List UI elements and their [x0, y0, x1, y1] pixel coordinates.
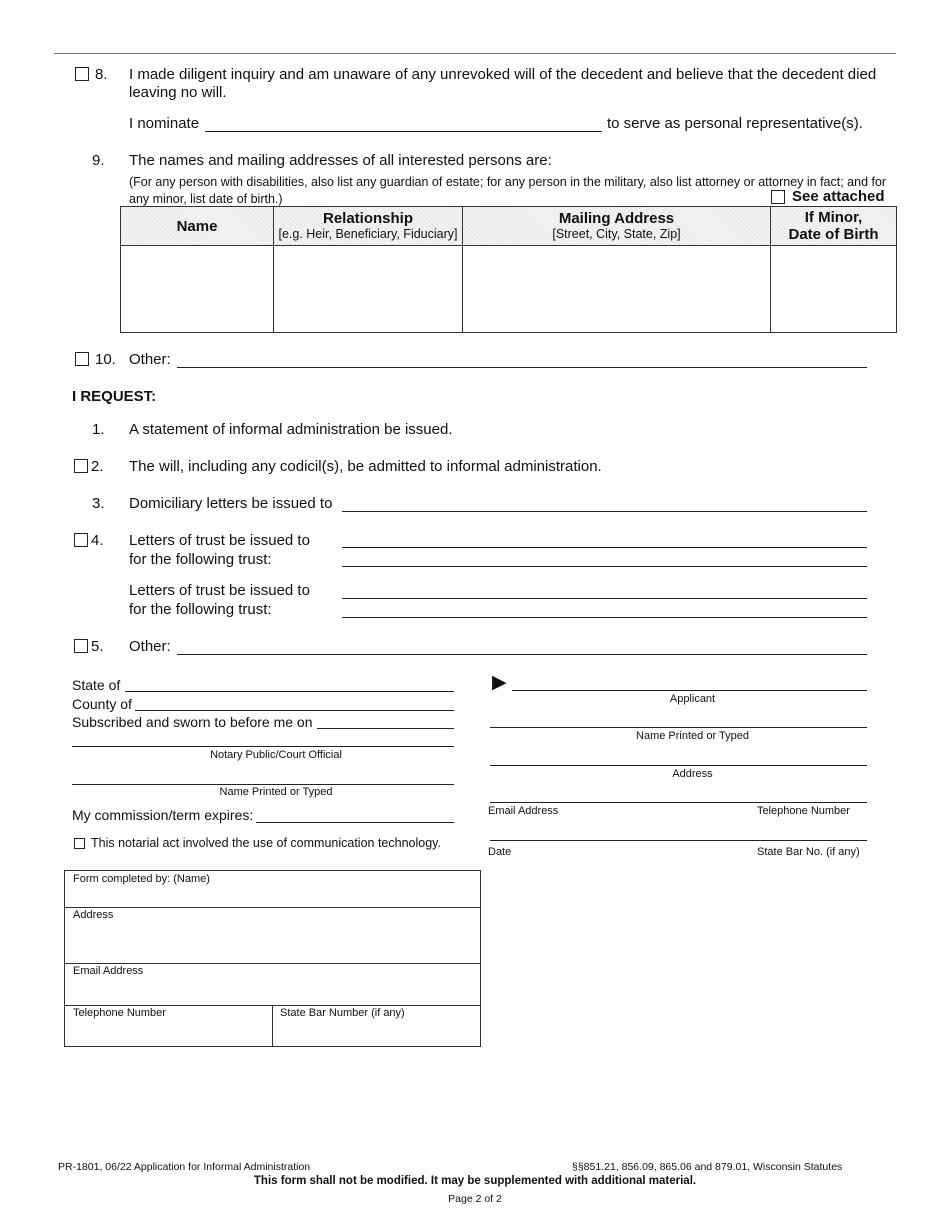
- applicant-address-line[interactable]: [490, 765, 867, 766]
- applicant-email-label: Email Address: [488, 805, 559, 817]
- request3-number: 3.: [92, 495, 105, 512]
- completed-vertical-divider: [272, 1005, 273, 1047]
- technology-label: This notarial act involved the use of communication technology.: [91, 836, 441, 850]
- trust1-following: for the following trust:: [129, 551, 272, 568]
- request2-number: 2.: [91, 458, 104, 475]
- cell-address[interactable]: [463, 246, 771, 333]
- notary-official-label: Notary Public/Court Official: [210, 749, 342, 761]
- applicant-phone-label: Telephone Number: [757, 805, 850, 817]
- applicant-address-label: Address: [672, 768, 713, 780]
- request5-label: Other:: [129, 638, 171, 655]
- col-relationship-header: Relationship [e.g. Heir, Beneficiary, Fiduciary]: [274, 207, 463, 246]
- col-name-header: Name: [121, 207, 274, 246]
- form-completed-box: [64, 870, 481, 1047]
- footer-statutes: §§851.21, 856.09, 865.06 and 879.01, Wisconsin Statutes: [572, 1161, 843, 1173]
- notary-name-line[interactable]: [72, 784, 454, 785]
- item9-note: (For any person with disabilities, also list any guardian of estate; for any person in the military, also list attorney or attorney in fact; and for any minor, list date of birth.): [129, 175, 887, 206]
- applicant-date-bar-line[interactable]: [490, 840, 867, 841]
- request4-checkbox[interactable]: [74, 533, 88, 547]
- trust2-following: for the following trust:: [129, 601, 272, 618]
- trust2-issued-line[interactable]: [342, 598, 867, 599]
- footer-form-id: PR-1801, 06/22 Application for Informal Administration: [58, 1161, 311, 1173]
- trust1-issued-line[interactable]: [342, 547, 867, 548]
- applicant-label: Applicant: [669, 693, 716, 705]
- commission-line[interactable]: [256, 822, 454, 823]
- applicant-date-label: Date: [488, 846, 512, 858]
- request1-text: A statement of informal administration be issued.: [129, 421, 453, 438]
- see-attached-checkbox[interactable]: [771, 190, 785, 204]
- item9-number: 9.: [92, 152, 105, 169]
- technology-checkbox[interactable]: [74, 838, 85, 849]
- applicant-name-line[interactable]: [490, 727, 867, 728]
- request2-checkbox[interactable]: [74, 459, 88, 473]
- trust1-issued-to: Letters of trust be issued to: [129, 532, 310, 549]
- county-of-label: County of: [72, 696, 132, 712]
- request2-text: The will, including any codicil(s), be admitted to informal administration.: [129, 458, 602, 475]
- footer-page-number: Page 2 of 2: [448, 1193, 502, 1205]
- item10-checkbox[interactable]: [75, 352, 89, 366]
- item8-text: I made diligent inquiry and am unaware of any unrevoked will of the decedent and believe that the decedent died leaving no will.: [129, 66, 877, 101]
- notary-name-label: Name Printed or Typed: [219, 786, 333, 798]
- completed-divider-2: [65, 963, 480, 964]
- col-minor-header: If Minor, Date of Birth: [771, 207, 897, 246]
- interested-persons-table: [120, 206, 897, 333]
- completed-name-label: Form completed by: (Name): [73, 873, 210, 885]
- trust1-trust-line[interactable]: [342, 566, 867, 567]
- see-attached-label: See attached: [792, 188, 885, 205]
- cell-relationship[interactable]: [274, 246, 463, 333]
- col-address-header: Mailing Address [Street, City, State, Zip]: [463, 207, 771, 246]
- nominate-input-line[interactable]: [205, 131, 602, 132]
- completed-address-label: Address: [73, 909, 114, 921]
- request5-checkbox[interactable]: [74, 639, 88, 653]
- top-rule: [54, 53, 896, 54]
- item10-number: 10.: [95, 351, 116, 368]
- request4-number: 4.: [91, 532, 104, 549]
- commission-label: My commission/term expires:: [72, 807, 254, 823]
- applicant-signature-line[interactable]: [512, 690, 867, 691]
- item9-text: The names and mailing addresses of all interested persons are:: [129, 152, 552, 169]
- cell-minor-dob[interactable]: [771, 246, 897, 333]
- request5-input-line[interactable]: [177, 654, 867, 655]
- signature-arrow-icon: ▶: [492, 671, 507, 693]
- applicant-bar-label: State Bar No. (if any): [757, 846, 860, 858]
- subscribed-label: Subscribed and sworn to before me on: [72, 714, 313, 730]
- completed-divider-1: [65, 907, 480, 908]
- subscribed-date-line[interactable]: [317, 728, 454, 729]
- nominate-prefix: I nominate: [129, 115, 200, 132]
- request3-text: Domiciliary letters be issued to: [129, 495, 333, 512]
- table-header-row: [121, 207, 897, 246]
- request1-number: 1.: [92, 421, 105, 438]
- trust2-issued-to: Letters of trust be issued to: [129, 582, 310, 599]
- applicant-email-phone-line[interactable]: [490, 802, 867, 803]
- request3-input-line[interactable]: [342, 511, 867, 512]
- completed-phone-label: Telephone Number: [73, 1007, 166, 1019]
- item10-input-line[interactable]: [177, 367, 867, 368]
- completed-email-label: Email Address: [73, 965, 144, 977]
- table-row: [121, 246, 897, 333]
- state-of-label: State of: [72, 677, 121, 693]
- trust2-trust-line[interactable]: [342, 617, 867, 618]
- completed-bar-label: State Bar Number (if any): [280, 1007, 405, 1019]
- nominate-suffix: to serve as personal representative(s).: [607, 115, 863, 132]
- state-of-line[interactable]: [125, 691, 454, 692]
- item8-checkbox[interactable]: [75, 67, 89, 81]
- footer-warning: This form shall not be modified. It may be supplemented with additional material.: [253, 1175, 697, 1187]
- notary-signature-line[interactable]: [72, 746, 454, 747]
- item8-number: 8.: [95, 66, 108, 83]
- item10-label: Other:: [129, 351, 171, 368]
- county-of-line[interactable]: [135, 710, 454, 711]
- applicant-name-label: Name Printed or Typed: [636, 730, 749, 742]
- request-heading: I REQUEST:: [72, 388, 157, 405]
- request5-number: 5.: [91, 638, 104, 655]
- cell-name[interactable]: [121, 246, 274, 333]
